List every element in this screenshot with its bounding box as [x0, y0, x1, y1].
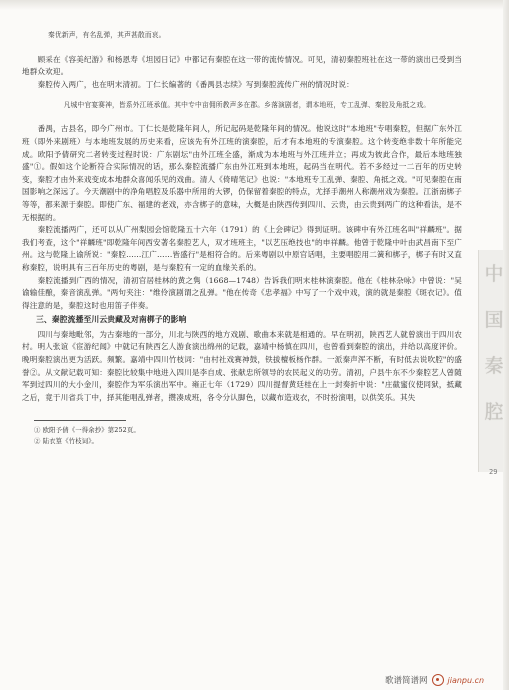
- watermark-logo-icon: [432, 674, 444, 686]
- section-b: [22, 123, 462, 312]
- scan-top-band: [0, 0, 509, 10]
- paragraph: 顾采在《容美纪游》和杨恩寿《坦园日记》中都记有秦腔在这一带的流传情况。可见，清初秦腔班社在这一带的演出已受到当地群众欢迎。: [22, 54, 462, 77]
- page-edge-shadow: [503, 0, 509, 690]
- section-c: [22, 329, 462, 405]
- page-number: 29: [489, 468, 498, 476]
- quote-top: 秦优新声，有名乱弹，其声甚散而哀。: [48, 31, 166, 39]
- watermark-text-en: jianpu.cn: [447, 675, 485, 685]
- footnote: ① 欧阳予倩《一得余抄》第252页。: [34, 426, 140, 435]
- side-tab-char: 腔: [484, 401, 504, 423]
- section-a: [22, 54, 462, 92]
- watermark-text-cn: 歌谱简谱网: [385, 676, 428, 686]
- page-body: [22, 30, 462, 660]
- section-heading: 三、秦腔流播至川云贵藏及对南梆子的影响: [36, 315, 187, 325]
- paragraph: 四川与秦地毗邻，为古秦地的一部分，川北与陕西的地方戏剧、歌曲本来就是相通的。早在明初，陕西艺人就曾演出于四川农村。明人张谊《宦游纪闻》中就记有陕西乞人游食演出绵州的记载，嘉靖中杨慎在四川，也曾看到秦腔的演出，并给以高度评价。晚明秦腔演出更为活跃。频繁。嘉靖中四川竹枝词："由村社戏赛神鼓，铁拔檀板杨作群。一派秦声浑不断，有时低去说吹腔"的盛誉②。从文献记载可知：秦腔比较集中地进入四川是李自成、张献忠所领导的农民起义的功劳。清初，户县牛东不少秦腔艺人曾随军到过四川的大小金川，秦腔作为军乐演出军中。雍正七年（1729）四川提督黄廷桂在上一封奏折中说："庄截蜜仪使同狱，抵藏之后，竟于川省兵丁中，择其能唱乱弹者，攒凑成班，各令分认脚色，以藏布造戏衣，不时扮演唱，以供笑乐。其失: [22, 329, 462, 402]
- quote-panyu-county: 凡城中官宴赛神，皆系外江班承值。其中专中亩佣所教声多在郡。乡落演剧者，谓本地班，专工乱弹、秦腔及角抵之戏。: [63, 100, 431, 109]
- side-tab-char: 国: [484, 309, 504, 331]
- paragraph: 秦腔流播两广，还可以从广州梨园会馆乾隆五十六年（1791）的《上会碑记》得到证明。该碑中有外江班名叫"祥麟班"。据我们考查，这个"祥麟班"即乾隆年间西安著名秦腔艺人，双才班班主，"以艺压绝技也"的申祥麟。他曾于乾隆中叶由武昌南下至广州。这与乾隆上谕所说："秦腔……江广……皆盛行"是相符合的。后来粤剧以中原官话唱，主要唱腔用二簧和梆子，梆子有时又直称秦腔，说明具有三百年历史的粤剧，是与秦腔有一定的血缘关系的。: [22, 225, 462, 272]
- paragraph: 秦腔流播到广西的情况，清初官居桂林的黄之隽（1668—1748）告诉我们明末桂林演秦腔。他在《桂林杂咏》中曾说："吴谕输佳酿，秦音演乱弹。"两句夹注："维伶演剧谓之乱弹。"他在传奇《忠孝福》中写了一个戏中戏，演的就是秦腔《斑衣记》。值得注意的是，秦腔这时也用笛子伴奏。: [22, 275, 462, 310]
- paragraph: 秦腔传入两广，也在明末清初。丁仁长编著的《番禺县志续》写到秦腔流传广州的情况时说：: [37, 79, 354, 89]
- site-watermark: [385, 672, 484, 688]
- footnote: ② 陆衣篁《竹枝词》。: [34, 437, 99, 446]
- footnote-divider: [34, 420, 126, 421]
- paragraph: 番禺，古县名，即今广州市。丁仁长是乾隆年间人，所记起码是乾隆年间的情况。他说这时"本地班"专唱秦腔，但据广东外江班（即外来剧班）与本地班发展的历史来看，应该先有外江班的演秦腔，后才有本地班的专演秦腔。这个转变绝非数十年所能完成。欧阳予倩研究二者转变过程时说：广东剧坛"由外江班全盛，渐成为本地班与外江班并立；再成为彼此合作，最后本地班独盛"①。假如这个论断符合实际情况的话，那么秦腔流播广东由外江班到本地班，起码当在明代。若不多经过一二百年的历史转变，秦腔才由外来戏变成本地群众喜闻乐见的戏曲。清人《倚晴笔记》也说："本地班专工乱弹、秦腔、角抵之戏。"可见秦腔在南国影响之深远了。今天潮剧中的净角唱腔及乐器中所用的大锣，仍保留着秦腔的特点，尤择手潮州人称潮州戏为秦腔。江浙南梆子等等，都来源于秦腔。即使广东、福建的老戏，亦含梆子的意味，大概是由陕西传到四川、云贵，由云贵到两广的这种看法，是不无根据的。: [22, 124, 462, 222]
- side-tab-char: 中: [484, 263, 504, 285]
- side-tab-char: 秦: [484, 355, 504, 377]
